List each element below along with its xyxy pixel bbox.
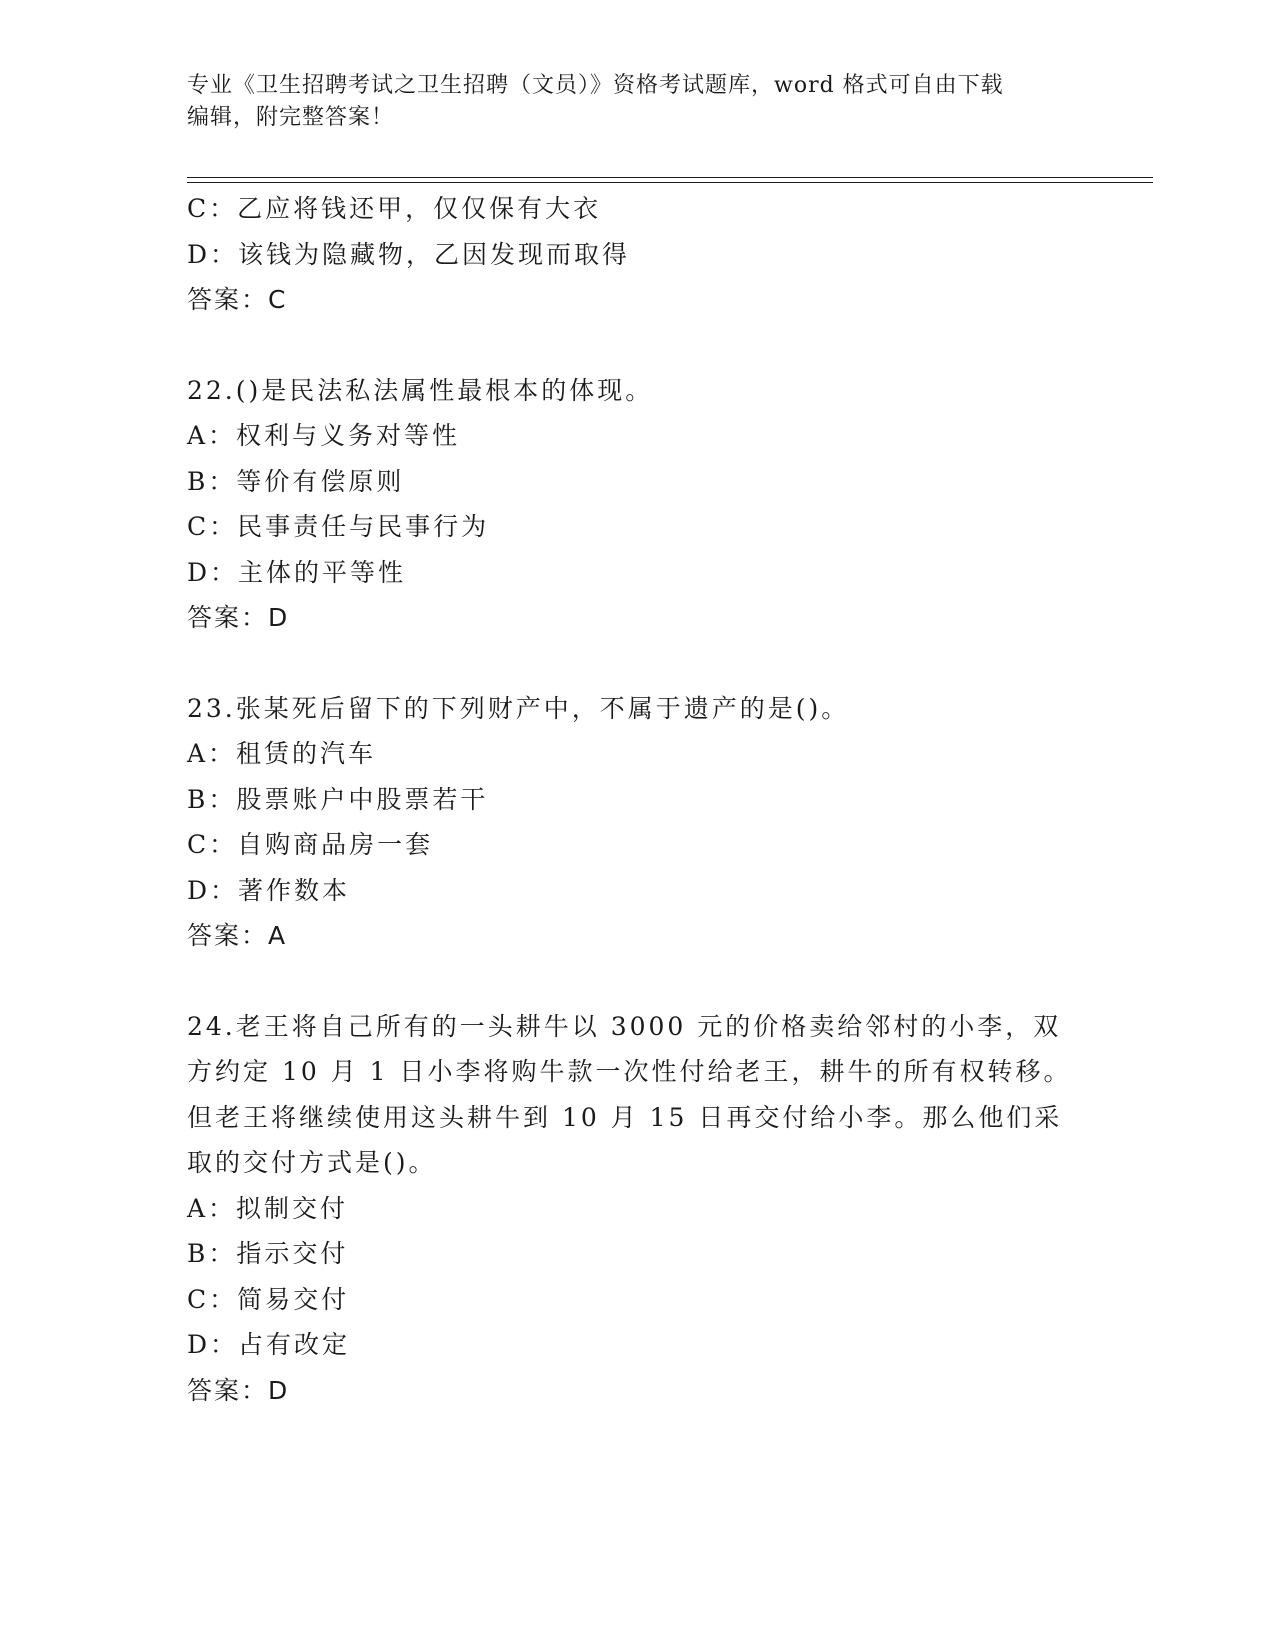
spacer	[187, 323, 1067, 368]
header-rule-top	[187, 177, 1153, 178]
question-list	[187, 186, 1072, 1413]
question-stem: 23.张某死后留下的下列财产中，不属于遗产的是()。	[187, 693, 850, 723]
header-rule-bottom	[187, 182, 1153, 183]
question-stem: 22.()是民法私法属性最根本的体现。	[187, 375, 654, 405]
question-stem-line-1: 24.老王将自己所有的一头耕牛以 3000 元的价格卖给邻村的小李，双	[187, 1011, 1062, 1041]
question-stem-line-2: 方约定 10 月 1 日小李将购牛款一次性付给老王，耕牛的所有权转移。	[187, 1057, 1072, 1086]
answer: 答案：C	[187, 285, 288, 314]
question-21-tail	[187, 186, 1067, 323]
document-header	[187, 70, 1067, 134]
option-d: D：著作数本	[187, 875, 351, 905]
spacer	[187, 641, 1067, 686]
option-a: A：租赁的汽车	[187, 739, 377, 768]
question-23	[187, 686, 1067, 959]
option-d: D：占有改定	[187, 1330, 351, 1359]
answer: 答案：A	[187, 921, 288, 950]
question-24	[187, 1004, 1072, 1414]
question-22	[187, 368, 1067, 641]
option-c: C：乙应将钱还甲，仅仅保有大衣	[187, 194, 602, 223]
option-b: B：指示交付	[187, 1239, 349, 1268]
option-a: A：权利与义务对等性	[187, 421, 461, 450]
option-c: C：自购商品房一套	[187, 830, 434, 859]
option-c: C：民事责任与民事行为	[187, 512, 490, 541]
option-d: D：该钱为隐藏物，乙因发现而取得	[187, 239, 631, 269]
answer: 答案：D	[187, 603, 290, 632]
option-b: B：等价有偿原则	[187, 466, 405, 496]
option-a: A：拟制交付	[187, 1193, 349, 1223]
answer: 答案：D	[187, 1375, 290, 1405]
question-stem-line-4: 取的交付方式是()。	[187, 1148, 437, 1177]
header-line-2: 编辑，附完整答案！	[187, 105, 395, 130]
question-stem-line-3: 但老王将继续使用这头耕牛到 10 月 15 日再交付给小李。那么他们采	[187, 1102, 1063, 1132]
header-line-1: 专业《卫生招聘考试之卫生招聘（文员）》资格考试题库，word 格式可自由下载	[187, 73, 1004, 98]
option-d: D：主体的平等性	[187, 557, 407, 587]
option-c: C：简易交付	[187, 1284, 350, 1314]
option-b: B：股票账户中股票若干	[187, 784, 489, 814]
spacer	[187, 959, 1067, 1004]
